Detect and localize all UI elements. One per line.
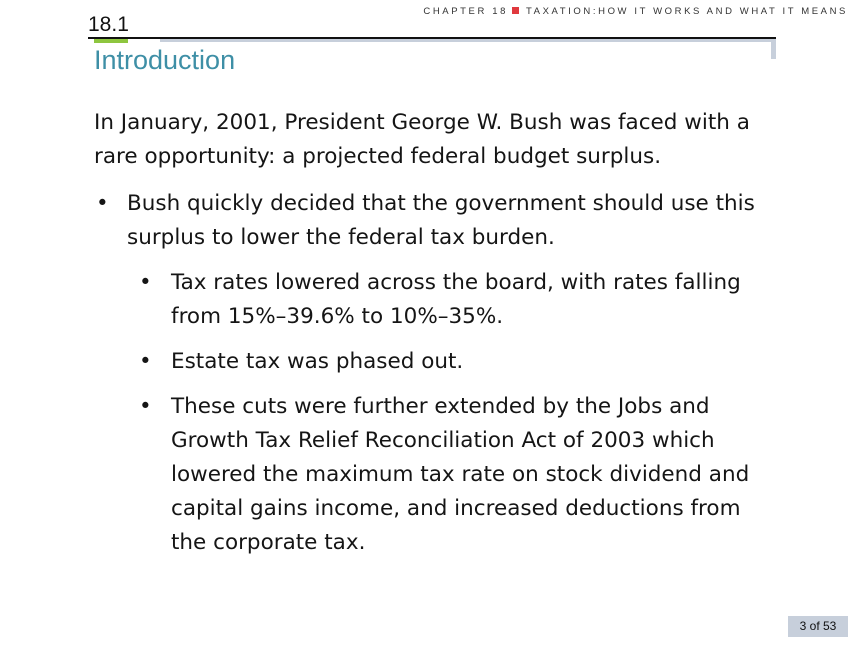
page-number-badge: 3 of 53 — [788, 616, 848, 637]
bullet-text: Bush quickly decided that the government should use this surplus to lower the federal tax burden. — [127, 191, 755, 250]
chapter-marker-icon — [512, 7, 519, 14]
header-rule-shadow — [160, 39, 776, 42]
sub-bullet-text: Tax rates lowered across the board, with rates falling from 15%–39.6% to 10%–35%. — [171, 270, 741, 329]
section-underline-accent — [94, 39, 128, 43]
header-rule — [88, 37, 776, 39]
bullet-icon: • — [139, 349, 152, 374]
list-item — [94, 390, 774, 560]
chapter-title: TAXATION:HOW IT WORKS AND WHAT IT MEANS — [525, 6, 848, 17]
bullet-icon: • — [139, 394, 152, 419]
bullet-icon: • — [139, 270, 152, 295]
sub-bullet-text: Estate tax was phased out. — [171, 349, 464, 374]
slide-content — [94, 106, 774, 571]
list-item — [94, 345, 774, 379]
chapter-header — [423, 6, 848, 17]
slide-title: Introduction — [94, 45, 236, 75]
list-item — [94, 187, 774, 255]
chapter-label: CHAPTER 18 — [423, 6, 508, 17]
intro-paragraph: In January, 2001, President George W. Bush was faced with a rare opportunity: a projected federal budget surplus. — [94, 110, 750, 169]
list-item — [94, 266, 774, 334]
bullet-icon: • — [96, 191, 109, 216]
section-number: 18.1 — [88, 13, 129, 36]
header-rule-shadow-end — [771, 39, 776, 59]
sub-bullet-text: These cuts were further extended by the Jobs and Growth Tax Relief Reconciliation Act of 2003 which lowered the maximum tax rate on stock dividend and capital gains income, and increased deductions from the corporate tax. — [171, 394, 750, 555]
